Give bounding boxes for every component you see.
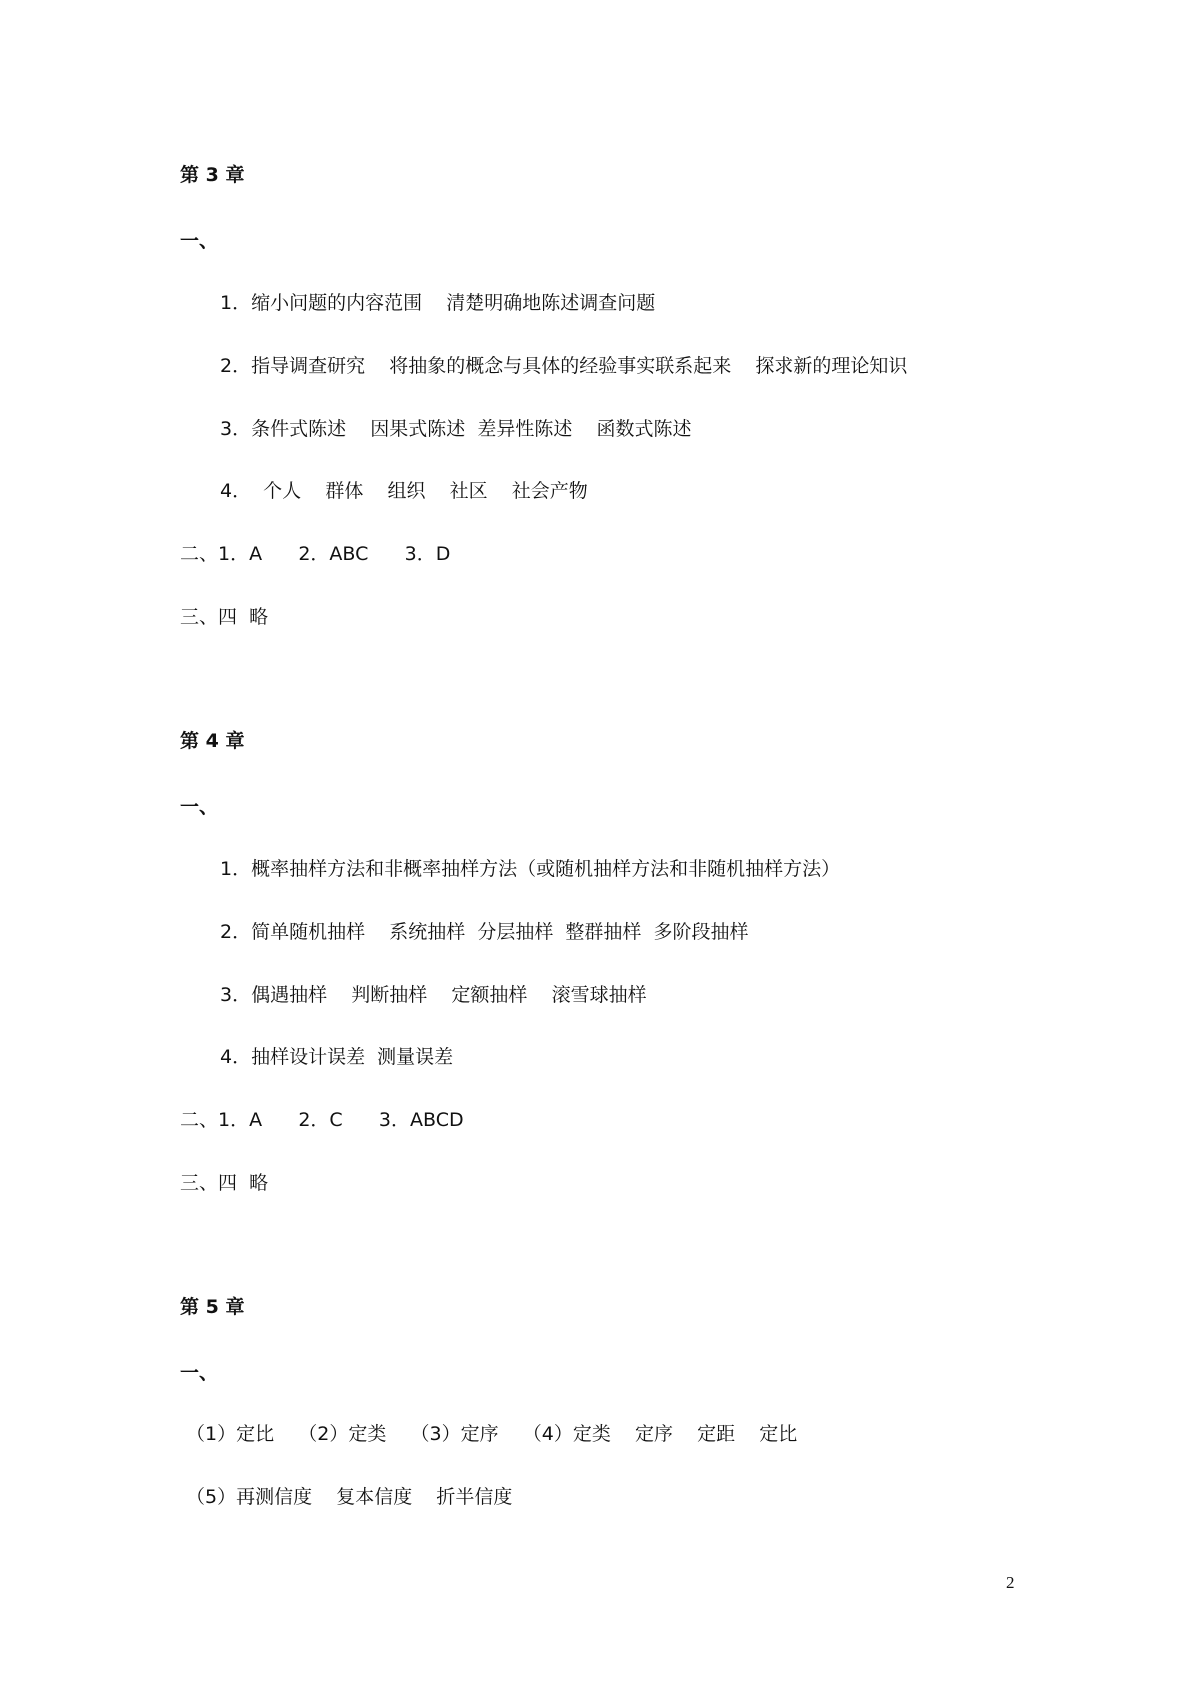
chapter-4-item-2: 2．简单随机抽样 系统抽样 分层抽样 整群抽样 多阶段抽样 [220,921,749,943]
chapter-3-item-1: 1．缩小问题的内容范围 清楚明确地陈述调查问题 [220,292,656,314]
chapter-4-item-3: 3．偶遇抽样 判断抽样 定额抽样 滚雪球抽样 [220,984,647,1006]
chapter-3-section-3: 三、四 略 [180,606,269,628]
chapter-5-item-2: （5）再测信度 复本信度 折半信度 [186,1486,513,1508]
chapter-3-section-2: 二、1．A 2．ABC 3．D [180,543,451,565]
chapter-3-item-3: 3．条件式陈述 因果式陈述 差异性陈述 函数式陈述 [220,418,692,440]
chapter-5-item-1: （1）定比 （2）定类 （3）定序 （4）定类 定序 定距 定比 [186,1423,798,1445]
chapter-4-heading: 第 4 章 [180,730,245,752]
chapter-4-section-3: 三、四 略 [180,1172,269,1194]
chapter-4-section-2: 二、1．A 2．C 3．ABCD [180,1109,464,1131]
chapter-3-section-1-label: 一、 [180,230,219,252]
chapter-3-item-4: 4． 个人 群体 组织 社区 社会产物 [220,480,588,502]
chapter-5-heading: 第 5 章 [180,1296,245,1318]
chapter-3-item-2: 2．指导调查研究 将抽象的概念与具体的经验事实联系起来 探求新的理论知识 [220,355,908,377]
chapter-4-section-1-label: 一、 [180,796,219,818]
chapter-5-section-1-label: 一、 [180,1362,219,1384]
chapter-4-item-1: 1．概率抽样方法和非概率抽样方法（或随机抽样方法和非随机抽样方法） [220,858,841,880]
chapter-4-item-4: 4．抽样设计误差 测量误差 [220,1046,454,1068]
chapter-3-heading: 第 3 章 [180,164,245,186]
page-number: 2 [1006,1573,1015,1592]
